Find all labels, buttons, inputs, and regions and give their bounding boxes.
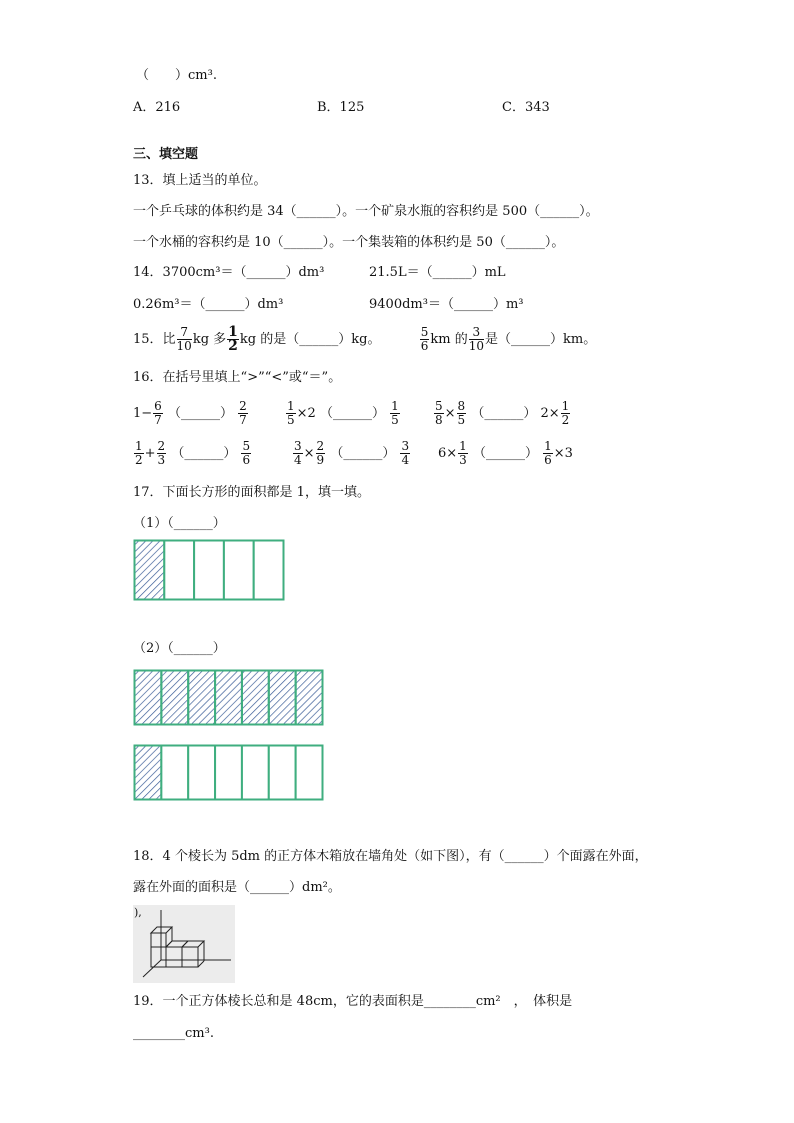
blank-cell [224,541,254,600]
shaded-cell [161,671,188,725]
q16-r2c3: 6× $\frac{1}{3}$ （______） $\frac{1}{6}$ ×3 [438,439,573,467]
shaded-cell [242,671,269,725]
q16-title: 16．在括号里填上“>”“<”或“＝”。 [133,370,342,385]
blank-cell [215,746,242,800]
q12-line: （ ）cm³. [136,68,217,83]
q14-d: 9400dm³＝（______）m³ [369,297,524,312]
q12-option-a: A．216 [133,100,181,115]
shaded-cell [188,671,215,725]
blank-cell [161,746,188,800]
q13-line1: 一个乒乓球的体积约是 34（______）。一个矿泉水瓶的容积约是 500（______）。 [133,204,599,219]
q19-line1: 19．一个正方体棱长总和是 48cm，它的表面积是________cm² ， 体积是 [133,994,573,1009]
section-title: 三、填空题 [133,147,199,162]
q18-line1: 18．4 个棱长为 5dm 的正方体木箱放在墙角处（如下图），有（______）个面露在外面， [133,849,648,864]
fraction: $\frac{5}{6}$ [420,325,429,353]
blank-cell [188,746,215,800]
fraction: $\frac{1}{2}$ [228,324,238,354]
shaded-cell [135,671,162,725]
q17-part2: （2）（______） [133,641,226,656]
shaded-cell [269,671,296,725]
q16-r1c1: 1− $\frac{6}{7}$ （______） $\frac{2}{7}$ [133,399,247,427]
q16-r1c2: $\frac{1}{5}$ ×2 （______） $\frac{1}{5}$ [287,399,399,427]
blank-cell [242,746,269,800]
q13-title: 13．填上适当的单位。 [133,173,267,188]
blank-cell [194,541,224,600]
rectangle-fig-2b [133,744,324,801]
q17-title: 17．下面长方形的面积都是 1，填一填。 [133,485,370,500]
q18-line2: 露在外面的面积是（______）dm²。 [133,880,341,895]
q12-option-b: B．125 [317,100,365,115]
q12-option-c: C．343 [502,100,550,115]
rectangle-fig-1 [133,539,285,601]
fraction: $\frac{7}{10}$ [176,325,192,353]
blank-cell [254,541,284,600]
q15-line: 15．比 $\frac{7}{10}$ kg 多 $\frac{1}{2}$ kg 的是（______）kg。 $\frac{5}{6}$ km 的 $\frac{3}{10}$ 是（______）km。 [133,324,597,354]
q19-line2: ________cm³. [133,1026,214,1041]
shaded-cell [135,746,162,800]
fraction: $\frac{3}{10}$ [468,325,484,353]
shaded-cell [296,671,323,725]
q16-r1c3: $\frac{5}{8}$ × $\frac{8}{5}$ （______） 2× $\frac{1}{2}$ [435,399,570,427]
rectangle-fig-2a [133,669,324,726]
blank-cell [269,746,296,800]
shaded-cell [135,541,165,600]
cubes-corner-figure: ), [133,905,235,983]
q14-a: 14．3700cm³＝（______）dm³ [133,265,325,280]
shaded-cell [215,671,242,725]
blank-cell [164,541,194,600]
q17-part1: （1）（______） [133,516,226,531]
q16-r2c1: $\frac{1}{2}$ + $\frac{2}{3}$ （______） $\frac{5}{6}$ [135,439,251,467]
q14-b: 21.5L＝（______）mL [369,265,506,280]
q16-r2c2: $\frac{3}{4}$ × $\frac{2}{9}$ （______） $\frac{3}{4}$ [294,439,410,467]
q13-line2: 一个水桶的容积约是 10（______）。一个集装箱的体积约是 50（______）。 [133,235,565,250]
blank-cell [296,746,323,800]
q14-c: 0.26m³＝（______）dm³ [133,297,284,312]
